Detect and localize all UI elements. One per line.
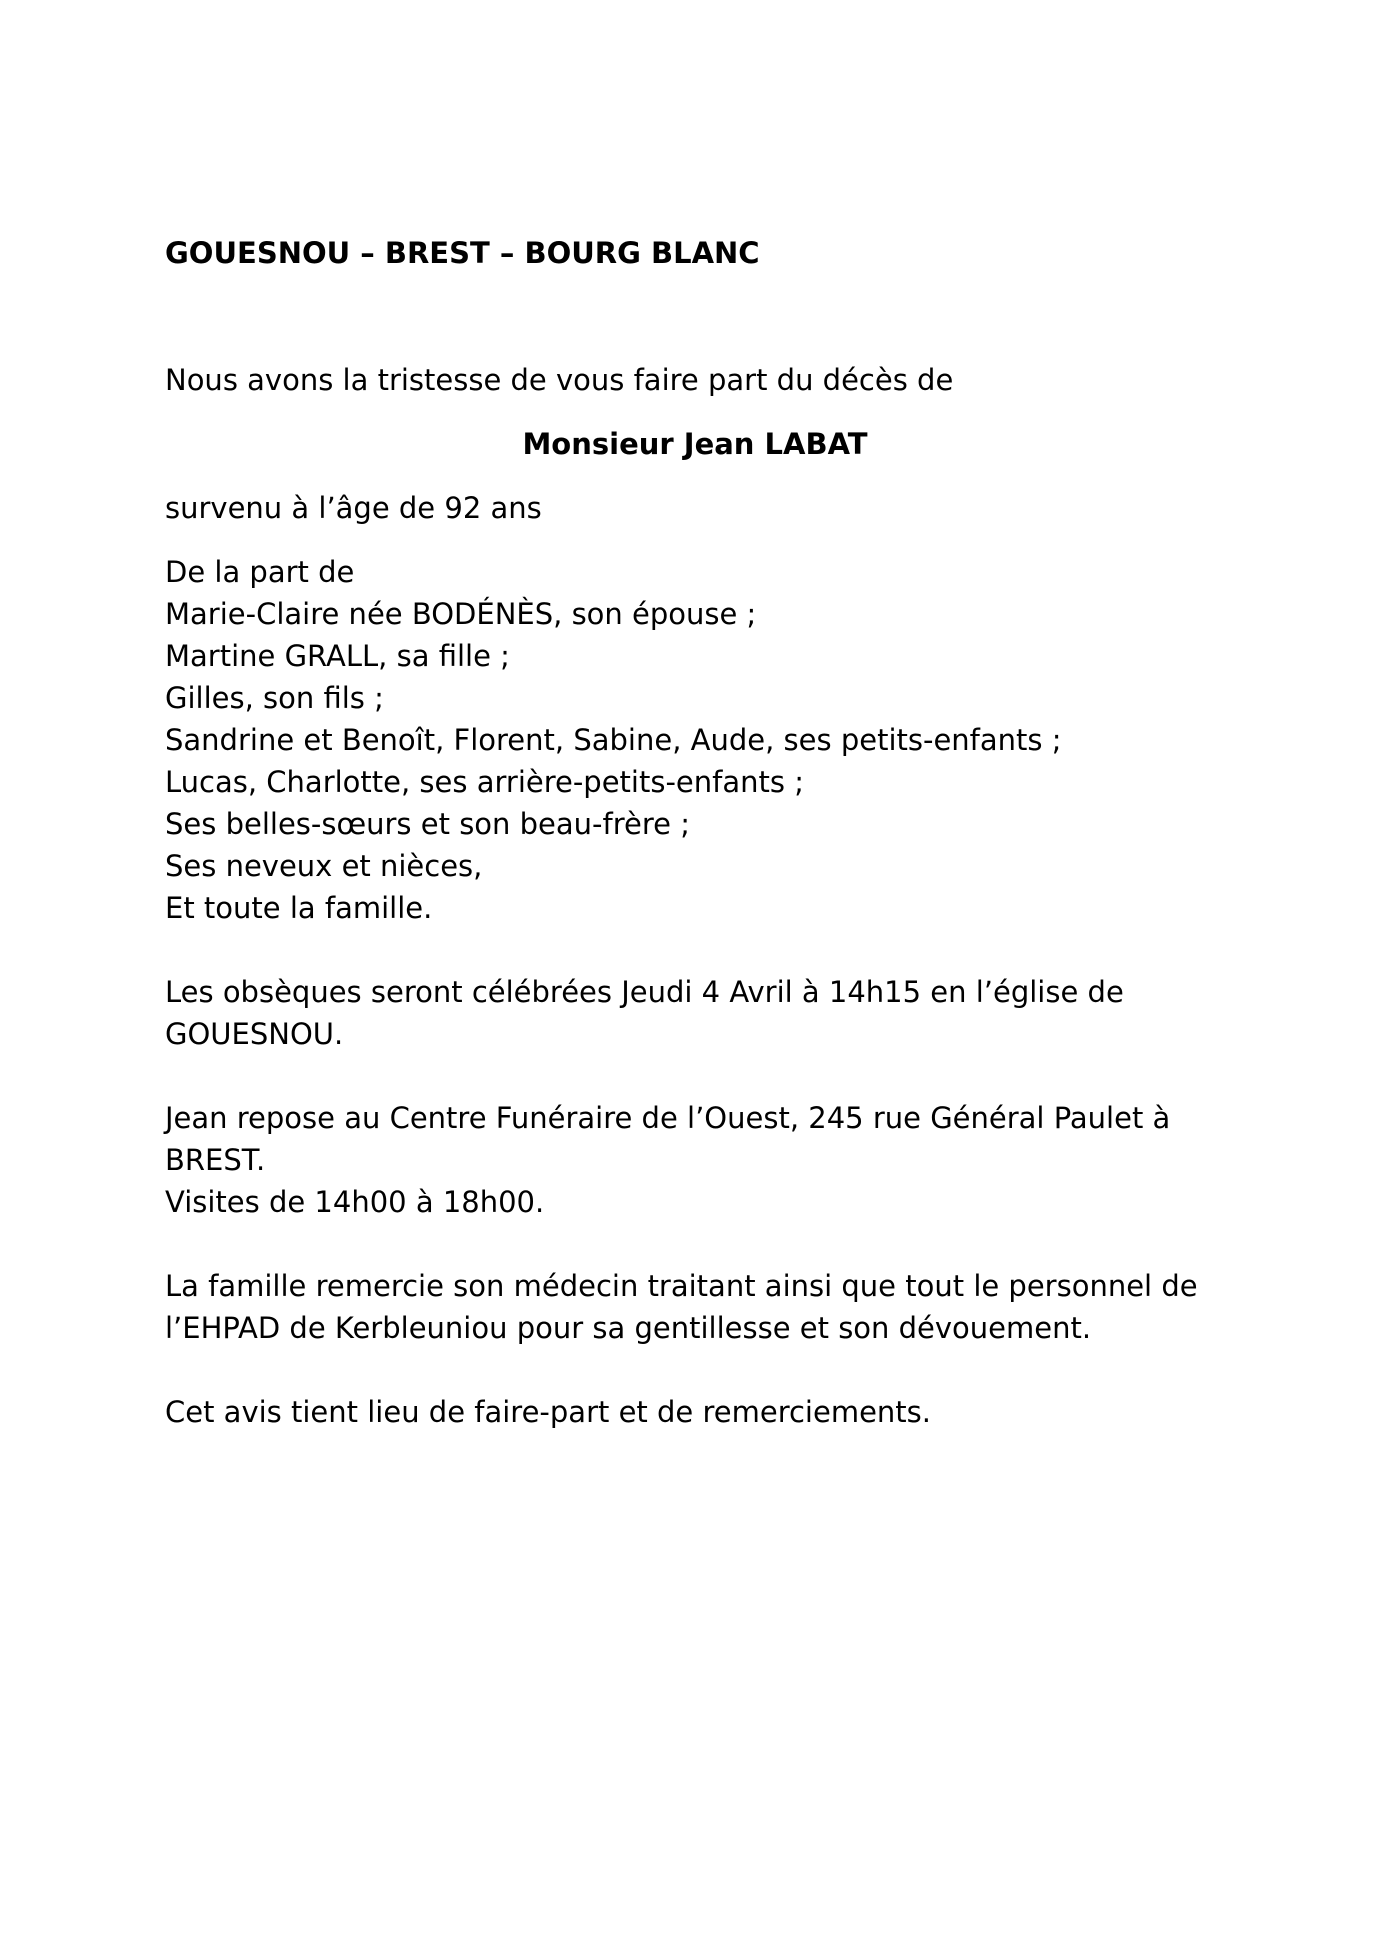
- thanks-line: La famille remercie son médecin traitant ainsi que tout le personnel de: [165, 1269, 1198, 1303]
- repose-line: Jean repose au Centre Funéraire de l’Ouest, 245 rue Général Paulet à: [165, 1101, 1171, 1135]
- family-member: Marie-Claire née BODÉNÈS, son épouse ;: [165, 597, 757, 631]
- family-member: Gilles, son fils ;: [165, 681, 384, 715]
- deceased-name: Monsieur Jean LABAT: [522, 427, 868, 461]
- age-line: survenu à l’âge de 92 ans: [165, 491, 542, 525]
- family-lead: De la part de: [165, 555, 355, 589]
- repose-paragraph: [165, 1097, 1265, 1223]
- announcement-intro: Nous avons la tristesse de vous faire part du décès de: [165, 363, 954, 397]
- family-member: Sandrine et Benoît, Florent, Sabine, Aude, ses petits-enfants ;: [165, 723, 1062, 757]
- obituary-notice: [165, 232, 1265, 1433]
- thanks-line: l’EHPAD de Kerbleuniou pour sa gentillesse et son dévouement.: [165, 1311, 1092, 1345]
- family-list: [165, 551, 1265, 929]
- family-member: Et toute la famille.: [165, 891, 433, 925]
- thanks-paragraph: [165, 1265, 1265, 1349]
- location-heading: GOUESNOU – BREST – BOURG BLANC: [165, 236, 760, 270]
- closing-note: Cet avis tient lieu de faire-part et de remerciements.: [165, 1395, 931, 1429]
- repose-line: BREST.: [165, 1143, 266, 1177]
- family-member: Lucas, Charlotte, ses arrière-petits-enfants ;: [165, 765, 804, 799]
- family-member: Ses belles-sœurs et son beau-frère ;: [165, 807, 690, 841]
- funeral-line: GOUESNOU.: [165, 1017, 344, 1051]
- family-member: Ses neveux et nièces,: [165, 849, 483, 883]
- family-member: Martine GRALL, sa fille ;: [165, 639, 510, 673]
- funeral-line: Les obsèques seront célébrées Jeudi 4 Avril à 14h15 en l’église de: [165, 975, 1124, 1009]
- funeral-paragraph: [165, 971, 1265, 1055]
- visiting-hours: Visites de 14h00 à 18h00.: [165, 1185, 545, 1219]
